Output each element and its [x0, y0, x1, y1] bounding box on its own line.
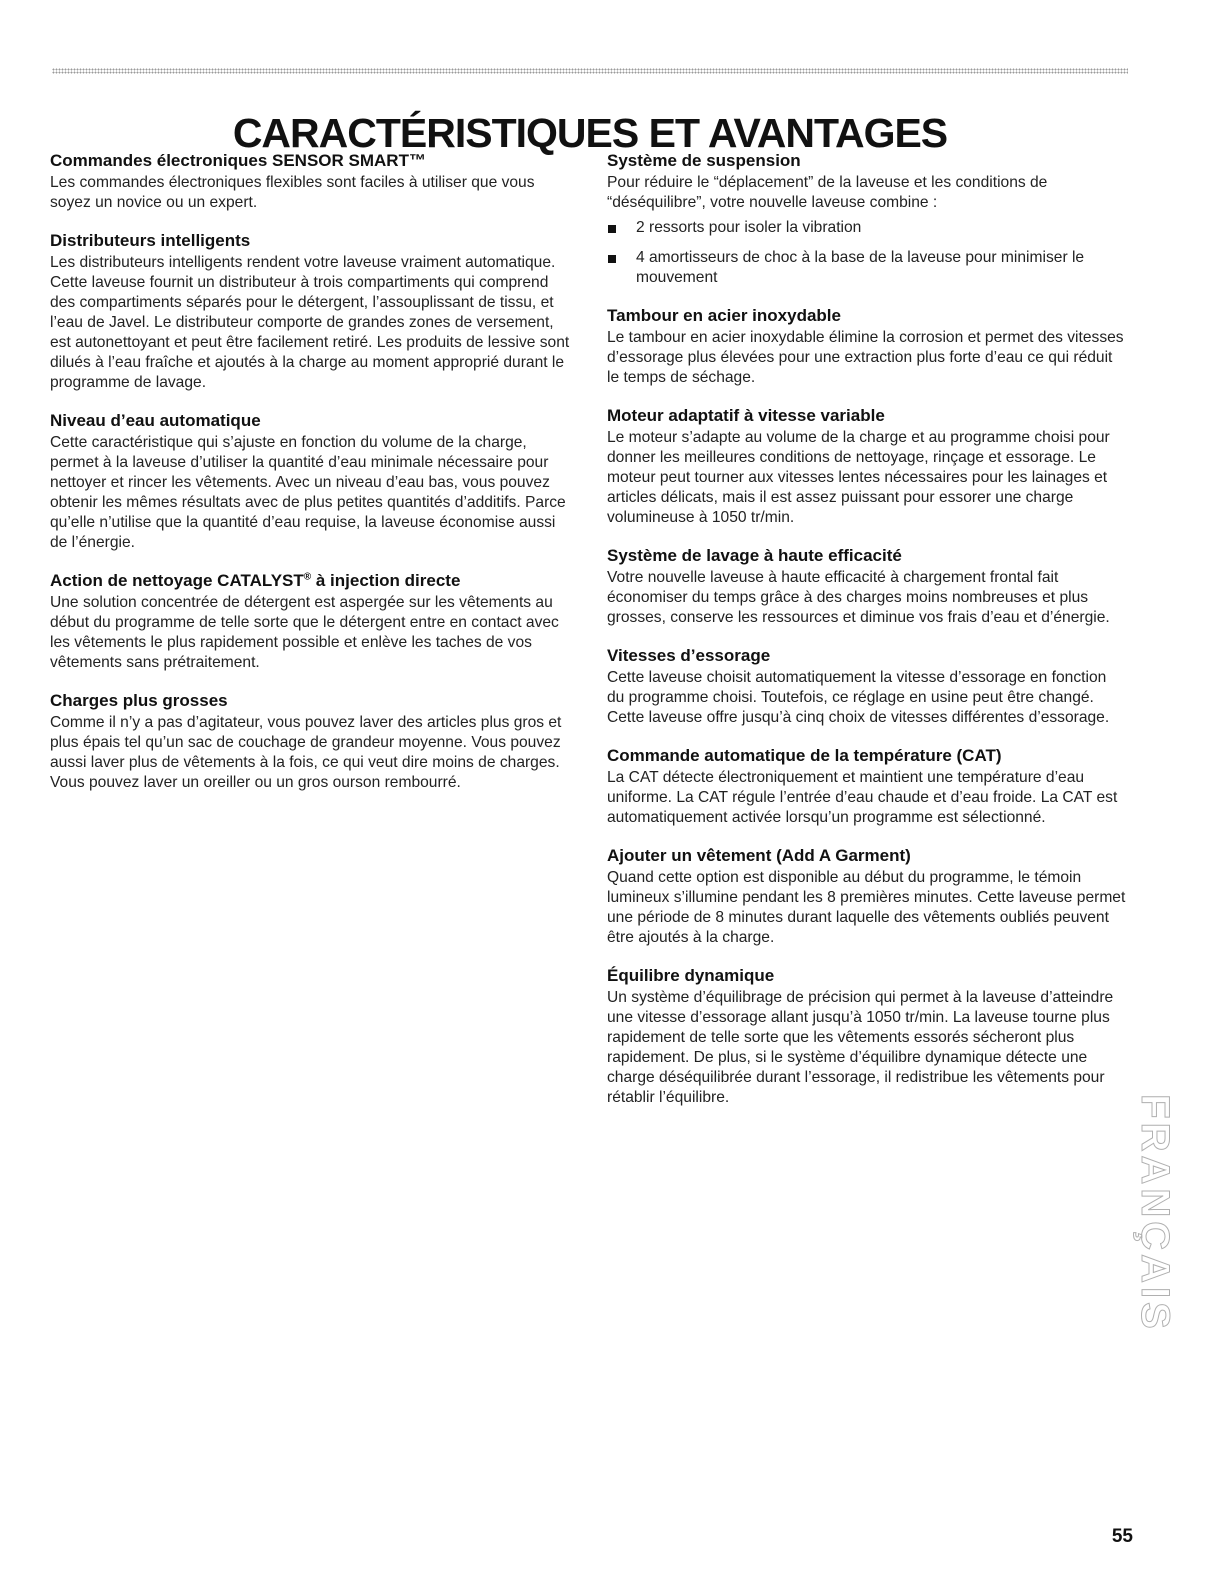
list-item: 2 ressorts pour isoler la vibration [607, 218, 1127, 238]
section-body: Le moteur s’adapte au volume de la charge et au programme choisi pour donner les meilleures conditions de nettoyage, rinçage et essorage. Le moteur peut tourner aux vitesses lentes nécessaires pour les lainages et articles délicats, mais il est assez puissant pour essorer une charge volumineuse à 1050 tr/min. [607, 429, 1110, 526]
section-heading: Système de lavage à haute efficacité [607, 546, 902, 565]
section-heading: Vitesses d’essorage [607, 646, 771, 665]
section-charges [50, 690, 570, 793]
section-heading: Charges plus grosses [50, 691, 228, 710]
section-body: Un système d’équilibrage de précision qui permet à la laveuse d’atteindre une vitesse d’essorage allant jusqu’à 1050 tr/min. La laveuse tourne plus rapidement de telle sorte que les vêtements essorés sécheront plus rapidement. De plus, si le système d’équilibre dynamique détecte une charge déséquilibrée durant l’essorage, il redistribue les vêtements pour rétablir l’équilibre. [607, 989, 1114, 1106]
section-body: Votre nouvelle laveuse à haute efficacité à chargement frontal fait économiser du temps grâce à des charges moins nombreuses et plus grosses, conserve les ressources et diminue vos frais d’eau et d’énergie. [607, 569, 1110, 626]
section-heading: Équilibre dynamique [607, 966, 775, 985]
section-heading: Niveau d’eau automatique [50, 411, 261, 430]
section-suspension [607, 150, 1127, 288]
top-dotted-rule [52, 68, 1128, 74]
section-haute-efficacite [607, 545, 1127, 628]
section-moteur [607, 405, 1127, 528]
section-niveau-eau [50, 410, 570, 553]
page-title: CARACTÉRISTIQUES ET AVANTAGES [232, 110, 948, 157]
section-body: Cette caractéristique qui s’ajuste en fonction du volume de la charge, permet à la laveuse d’utiliser la quantité d’eau minimale nécessaire pour nettoyer et rincer les vêtements. Avec un niveau d’eau bas, vous pouvez obtenir les mêmes résultats avec de plus petites quantités d’additifs. Parce qu’elle n’utilise que la quantité d’eau requise, la laveuse économise aussi de l’énergie. [50, 434, 566, 551]
section-vitesses [607, 645, 1127, 728]
section-body: Cette laveuse choisit automatiquement la vitesse d’essorage en fonction du programme choisi. Toutefois, ce réglage en usine peut être changé. Cette laveuse offre jusqu’à cinq choix de vitesses différentes d’essorage. [607, 669, 1110, 726]
section-heading: Tambour en acier inoxydable [607, 306, 841, 325]
section-heading: Commande automatique de la température (CAT) [607, 746, 1002, 765]
square-bullet-icon [608, 255, 616, 263]
right-column [607, 150, 1127, 1125]
page-number: 55 [1111, 1526, 1133, 1547]
section-body: Comme il n’y a pas d’agitateur, vous pouvez laver des articles plus gros et plus épais tel qu’un sac de couchage de grandeur moyenne. Vous pouvez aussi laver plus de vêtements à la fois, ce qui veut dire moins de charges. Vous pouvez laver un oreiller ou un gros ourson rembourré. [50, 714, 562, 791]
list-item: 4 amortisseurs de choc à la base de la laveuse pour minimiser le mouvement [607, 248, 1127, 288]
section-sensor-smart [50, 150, 570, 213]
square-bullet-icon [608, 225, 616, 233]
section-heading: Système de suspension [607, 151, 801, 170]
section-distributeurs [50, 230, 570, 393]
section-heading: Moteur adaptatif à vitesse variable [607, 406, 885, 425]
section-body: Pour réduire le “déplacement” de la laveuse et les conditions de “déséquilibre”, votre nouvelle laveuse combine : [607, 174, 1048, 211]
section-tambour [607, 305, 1127, 388]
section-ajouter-vetement [607, 845, 1127, 948]
section-body: La CAT détecte électroniquement et maintient une température d’eau uniforme. La CAT régule l’entrée d’eau chaude et d’eau froide. La CAT est automatiquement activée lorsqu’un programme est sélectionné. [607, 769, 1118, 826]
section-heading: Distributeurs intelligents [50, 231, 251, 250]
section-heading: Action de nettoyage CATALYST® à injection directe [50, 571, 461, 590]
section-catalyst [50, 570, 570, 673]
section-equilibre [607, 965, 1127, 1108]
left-column [50, 150, 570, 810]
bullet-list [607, 218, 1127, 288]
section-body: Les commandes électroniques flexibles sont faciles à utiliser que vous soyez un novice ou un expert. [50, 174, 535, 211]
section-body: Une solution concentrée de détergent est aspergée sur les vêtements au début du programme de telle sorte que le détergent entre en contact avec les vêtements le plus rapidement possible et enlève les taches de vos vêtements sans prétraitement. [50, 594, 559, 671]
section-body: Quand cette option est disponible au début du programme, le témoin lumineux s’illumine pendant les 8 premières minutes. Cette laveuse permet une période de 8 minutes durant laquelle des vêtements oubliés peuvent être ajoutés à la charge. [607, 869, 1126, 946]
section-body: Les distributeurs intelligents rendent votre laveuse vraiment automatique. Cette laveuse fournit un distributeur à trois compartiments qui comprend des compartiments séparés pour le détergent, l’assouplissant de tissu, et l’eau de Javel. Le distributeur comporte de grandes zones de versement, est autonettoyant et peut être facilement retiré. Les produits de lessive sont dilués à l’eau fraîche et ajoutés à la charge au moment approprié durant le programme de lavage. [50, 254, 570, 391]
section-cat [607, 745, 1127, 828]
section-heading: Ajouter un vêtement (Add A Garment) [607, 846, 911, 865]
language-side-tab: FRANÇAIS [1132, 1093, 1177, 1333]
section-body: Le tambour en acier inoxydable élimine la corrosion et permet des vitesses d’essorage plus élevées pour une extraction plus forte d’eau ce qui réduit le temps de séchage. [607, 329, 1124, 386]
section-heading: Commandes électroniques SENSOR SMART™ [50, 151, 426, 170]
